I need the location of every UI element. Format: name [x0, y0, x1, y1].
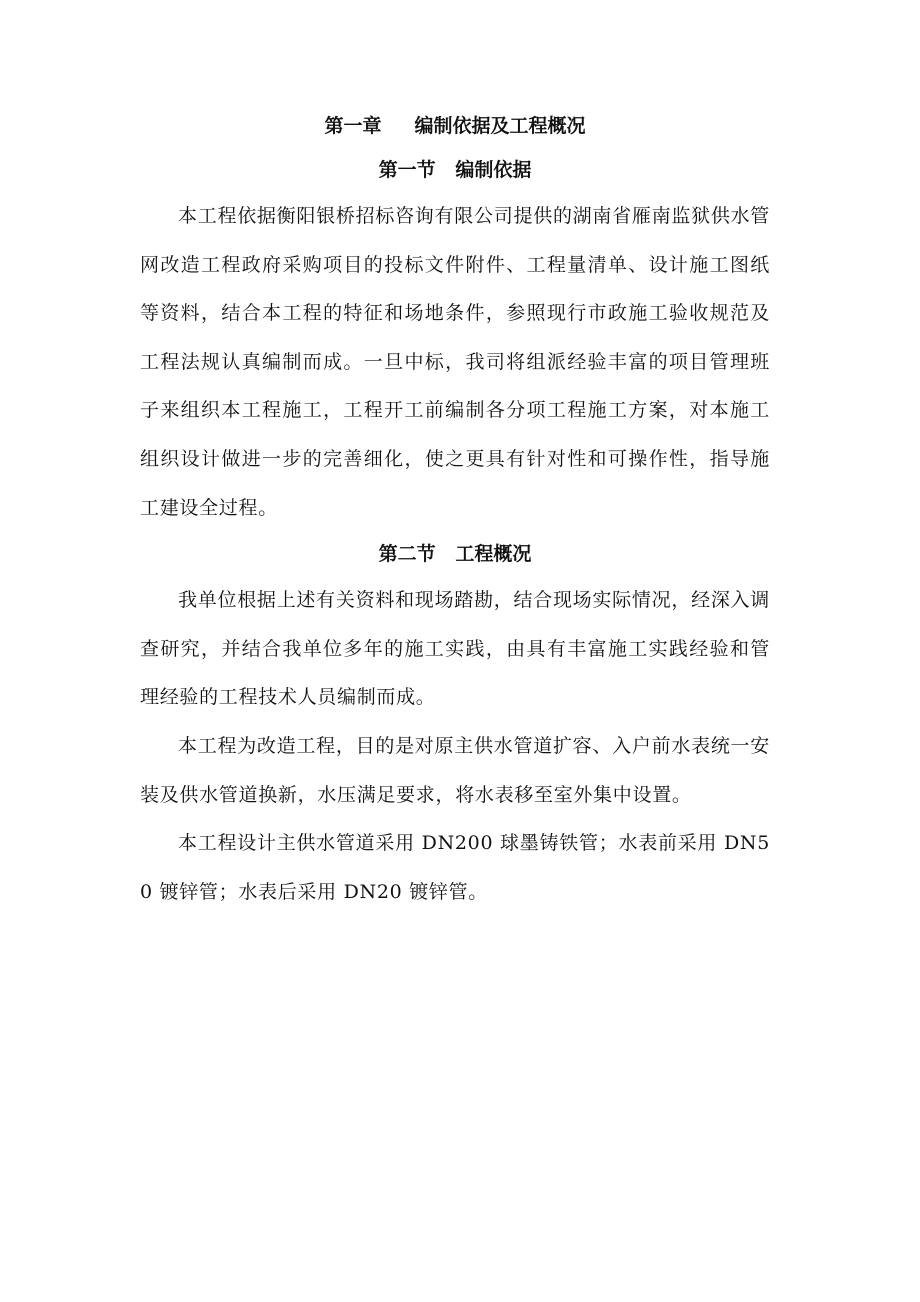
paragraph-overview-3: 本工程设计主供水管道采用 DN200 球墨铸铁管；水表前采用 DN50 镀锌管；水表后采用 DN20 镀锌管。: [140, 832, 770, 903]
section-title-basis: 第一节 编制依据: [378, 159, 532, 181]
paragraph-overview-1: 我单位根据上述有关资料和现场踏勘，结合现场实际情况，经深入调查研究，并结合我单位多年的施工实践，由具有丰富施工实践经验和管理经验的工程技术人员编制而成。: [140, 589, 770, 709]
section-title-overview: 第二节 工程概况: [378, 543, 532, 566]
document-page: [140, 104, 770, 916]
paragraph-basis: 本工程依据衡阳银桥招标咨询有限公司提供的湖南省雁南监狱供水管网改造工程政府采购项目的投标文件附件、工程量清单、设计施工图纸等资料，结合本工程的特征和场地条件，参照现行市政施工验收规范及工程法规认真编制而成。一旦中标，我司将组派经验丰富的项目管理班子来组织本工程施工，工程开工前编制各分项工程施工方案，对本施工组织设计做进一步的完善细化，使之更具有针对性和可操作性，指导施工建设全过程。: [140, 205, 770, 519]
chapter-title: 第一章 编制依据及工程概况: [324, 115, 586, 137]
paragraph-overview-2: 本工程为改造工程，目的是对原主供水管道扩容、入户前水表统一安装及供水管道换新，水压满足要求，将水表移至室外集中设置。: [140, 734, 770, 806]
